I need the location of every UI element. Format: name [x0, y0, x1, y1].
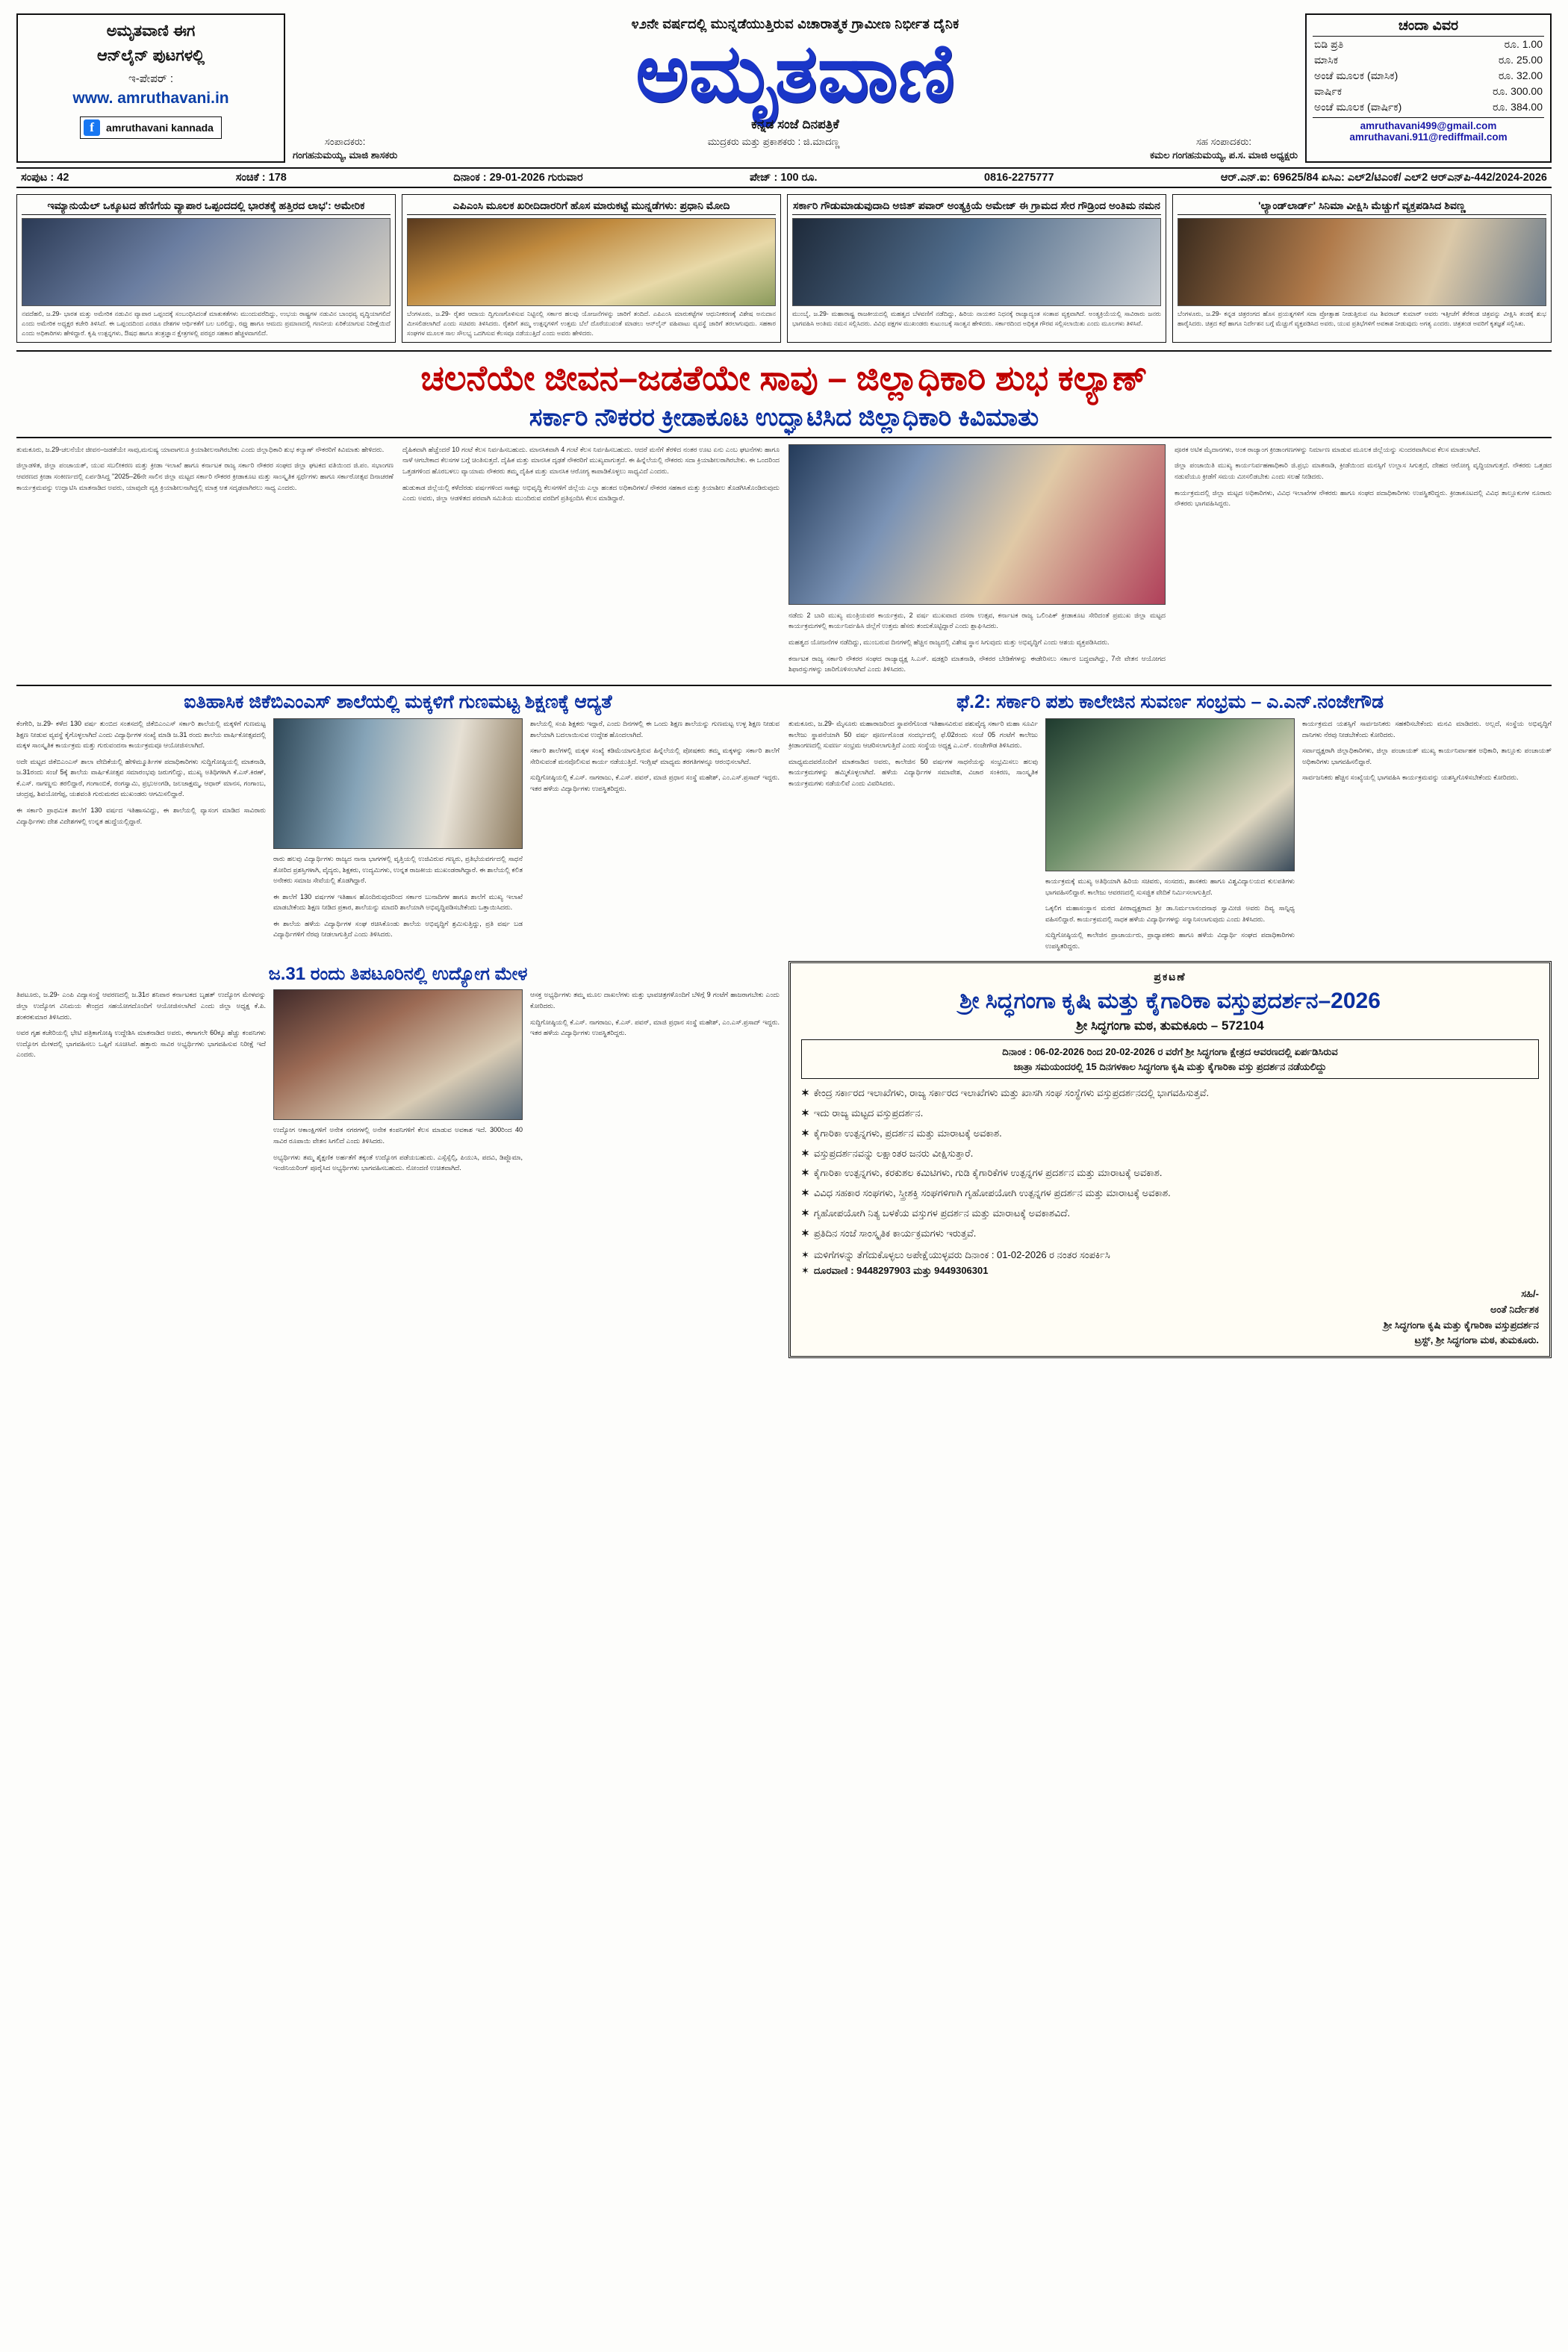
ad-organization: ಶ್ರೀ ಸಿದ್ಧಗಂಗಾ ಮಠ, ತುಮಕೂರು – 572104	[1076, 1018, 1264, 1033]
newspaper-title: ಅಮೃತವಾಣಿ	[635, 30, 955, 119]
vet-college-headline: ಫೆ.2: ಸರ್ಕಾರಿ ಪಶು ಕಾಲೇಜಿನ ಸುವರ್ಣ ಸಂಭ್ರಮ – ಎ.ಎನ್.ನಂಜೇಗೌಡ	[956, 691, 1384, 712]
bullet-text: ವಿವಿಧ ಸಹಕಾರ ಸಂಘಗಳು, ಸ್ತ್ರೀಶಕ್ತಿ ಸಂಘಗಳಿಗಾಗಿ ಗೃಹೋಪಯೋಗಿ ಉತ್ಪನ್ನಗಳ ಪ್ರದರ್ಶನ ಮತ್ತು ಮಾರಾಟಕ್ಕೆ ಅವಕಾಶ.	[813, 1187, 1171, 1199]
news-body: ಬೆಂಗಳೂರು, ಜ.29- ರೈತರ ಆದಾಯ ದ್ವಿಗುಣಗೊಳಿಸುವ ನಿಟ್ಟಿನಲ್ಲಿ ಸರ್ಕಾರ ಹಲವು ಯೋಜನೆಗಳನ್ನು ಜಾರಿಗೆ ತಂದಿದೆ. ಎಪಿಎಂಸಿ ಮಾರುಕಟ್ಟೆಗಳ ಆಧುನೀಕರಣಕ್ಕೆ ವಿಶೇಷ ಅನುದಾನ ಮೀಸಲಿಡಲಾಗಿದೆ ಎಂದು ಸಚಿವರು ತಿಳಿಸಿದರು. ರೈತರಿಗೆ ತಮ್ಮ ಉತ್ಪನ್ನಗಳಿಗೆ ಉತ್ತಮ ಬೆಲೆ ದೊರೆಯುವಂತೆ ಮಾಡಲು ಆನ್‌ಲೈನ್ ವಹಿವಾಟು ವ್ಯವಸ್ಥೆ ಜಾರಿಗೆ ತರಲಾಗುವುದು. ಸಹಕಾರ ಸಂಘಗಳ ಮೂಲಕ ಸಾಲ ಸೌಲಭ್ಯ ಒದಗಿಸುವ ಕೆಲಸವೂ ನಡೆಯುತ್ತಿದೆ ಎಂದು ಅವರು ಹೇಳಿದರು.	[407, 310, 776, 337]
story-para: ಈ ಸರ್ಕಾರಿ ಪ್ರಾಥಮಿಕ ಶಾಲೆಗೆ 130 ವರ್ಷದ ಇತಿಹಾಸವಿದ್ದು, ಈ ಶಾಲೆಯಲ್ಲಿ ವ್ಯಾಸಂಗ ಮಾಡಿದ ಸಾವಿರಾರು ವಿದ್ಯಾರ್ಥಿಗಳು ದೇಶ ವಿದೇಶಗಳಲ್ಲಿ ಉನ್ನತ ಹುದ್ದೆಯಲ್ಲಿದ್ದಾರೆ.	[16, 806, 266, 825]
bullet-text: ಪ್ರತಿದಿನ ಸಂಜೆ ಸಾಂಸ್ಕೃತಿಕ ಕಾರ್ಯಕ್ರಮಗಳು ಇರುತ್ತವೆ.	[813, 1227, 977, 1239]
lead-para: ಮಹತ್ವದ ಯೋಜನೆಗಳ ನಡೆದಿದ್ದು, ಮುಂಬರುವ ದಿನಗಳಲ್ಲಿ ಹೆಚ್ಚಿನ ರಾಜ್ಯದಲ್ಲಿ ವಿಶೇಷ ಸ್ಥಾನ ಸಿಗುವುದು ಮತ್ತು ಅಭಿವೃದ್ಧಿಗೆ ಎಂದು ಆಶಯ ವ್ಯಕ್ತಪಡಿಸಿದರು.	[788, 638, 1110, 647]
coeditor-block	[1150, 135, 1298, 162]
editor-name: ಗಂಗಹನುಮಯ್ಯ, ಮಾಜಿ ಶಾಸಕರು	[293, 149, 398, 161]
online-pages-line1: ಅಮೃತವಾಣಿ ಈಗ	[106, 22, 196, 40]
facebook-icon: f	[84, 119, 100, 136]
bullet-star-icon: ✶	[801, 1147, 809, 1159]
printer-block	[708, 135, 840, 162]
bullet-text: ವಸ್ತುಪ್ರದರ್ಶನವನ್ನು ಲಕ್ಷಾಂತರ ಜನರು ವೀಕ್ಷಿಸುತ್ತಾರೆ.	[813, 1147, 974, 1159]
job-fair-headline: ಜ.31 ರಂದು ತಿಪಟೂರಿನಲ್ಲಿ ಉದ್ಯೋಗ ಮೇಳ	[268, 964, 528, 985]
epaper-label: ಇ-ಪೇಪರ್ :	[128, 72, 174, 85]
news-headline: ಇಮ್ಯಾನುಯೆಲ್ ಒಕ್ಕೂಟದ ಹೆಣಿಗೆಯ ವ್ಯಾಪಾರ ಒಪ್ಪಂದದಲ್ಲಿ ಭಾರತಕ್ಕೆ ಹತ್ತಿರದ ಲಾಭ': ಅಮೇರಿಕ	[22, 199, 391, 216]
ad-signature	[801, 1287, 1539, 1348]
lead-photo	[788, 444, 1166, 605]
story-para: ಸಾರ್ವಜನಿಕರು ಹೆಚ್ಚಿನ ಸಂಖ್ಯೆಯಲ್ಲಿ ಭಾಗವಹಿಸಿ ಕಾರ್ಯಕ್ರಮವನ್ನು ಯಶಸ್ವಿಗೊಳಿಸಬೇಕೆಂದು ಕೋರಿದರು.	[1302, 774, 1519, 782]
ad-bullet	[801, 1105, 1539, 1122]
ad-title: ಶ್ರೀ ಸಿದ್ಧಗಂಗಾ ಕೃಷಿ ಮತ್ತು ಕೈಗಾರಿಕಾ ವಸ್ತುಪ್ರದರ್ಶನ–2026	[959, 989, 1381, 1014]
ad-note-line-1: ಮಳಿಗೆಗಳನ್ನು ತೆಗೆದುಕೊಳ್ಳಲು ಅಪೇಕ್ಷೆಯುಳ್ಳವರು ದಿನಾಂಕ : 01-02-2026 ರ ನಂತರ ಸಂಪರ್ಕಿಸಿ	[813, 1249, 1110, 1261]
email-secondary[interactable]: amruthavani.911@rediffmail.com	[1349, 131, 1508, 143]
ad-date-line-1: ದಿನಾಂಕ : 06-02-2026 ರಿಂದ 20-02-2026 ರ ವರೆಗೆ ಶ್ರೀ ಸಿದ್ಧಗಂಗಾ ಕ್ಷೇತ್ರದ ಆವರಣದಲ್ಲಿ ಏರ್ಪಡಿಸಿರುವ	[1002, 1046, 1338, 1058]
vet-column-1	[788, 718, 1038, 956]
ad-bullet	[801, 1205, 1539, 1222]
issue-number: ಸಂಚಿಕೆ : 178	[235, 171, 287, 184]
ad-bullet	[801, 1085, 1539, 1102]
lead-para: ಜಿಲ್ಲಾ ಪಂಚಾಯಿತಿ ಮುಖ್ಯ ಕಾರ್ಯನಿರ್ವಹಣಾಧಿಕಾರಿ ಜಿ.ಪ್ರಭು ಮಾತನಾಡಿ, ಕ್ರೀಡೆಯಿಂದ ಮನಸ್ಸಿಗೆ ಉಲ್ಲಾಸ ಸಿಗುತ್ತದೆ, ದೇಹದ ಆರೋಗ್ಯ ವೃದ್ಧಿಯಾಗುತ್ತದೆ. ನೌಕರರು ಒತ್ತಡದ ನಡುವೆಯೂ ಕ್ರೀಡೆಗೆ ಸಮಯ ಮೀಸಲಿಡಬೇಕು ಎಂದು ಸಲಹೆ ನೀಡಿದರು.	[1175, 461, 1552, 481]
ad-phone-line[interactable]: ದೂರವಾಣಿ : 9448297903 ಮತ್ತು 9449306301	[813, 1265, 989, 1277]
phone-number: 0816-2275777	[983, 171, 1054, 184]
rate-row	[1313, 37, 1544, 52]
rate-value: ರೂ. 25.00	[1498, 54, 1543, 66]
ad-dates	[801, 1039, 1539, 1079]
ad-bullet	[801, 1185, 1539, 1202]
ad-bullet	[801, 1125, 1539, 1142]
printer-label: ಮುದ್ರಕರು ಮತ್ತು ಪ್ರಕಾಶಕರು : ಜಿ.ಮಾದಣ್ಣ	[707, 136, 840, 148]
story-para: ಕಾರ್ಯಕ್ರಮದ ಯಶಸ್ಸಿಗೆ ಸಾರ್ವಜನಿಕರು ಸಹಕರಿಸಬೇಕೆಂದು ಮನವಿ ಮಾಡಿದರು. ಅಲ್ಲದೆ, ಸಂಸ್ಥೆಯ ಅಭಿವೃದ್ಧಿಗೆ ದಾನಿಗಳು ನೆರವು ನೀಡಬೇಕೆಂದು ಕೋರಿದರು.	[1302, 720, 1552, 738]
school-photo	[273, 718, 523, 849]
official-portrait-photo	[1045, 718, 1295, 871]
rate-label: ಬಿಡಿ ಪ್ರತಿ	[1314, 38, 1344, 50]
masthead	[16, 13, 1552, 163]
job-fair-column-1	[16, 989, 266, 1178]
rate-value: ರೂ. 300.00	[1493, 85, 1543, 97]
masthead-left-panel	[16, 13, 285, 163]
lead-para: ಜಿಲ್ಲಾಡಳಿತ, ಜಿಲ್ಲಾ ಪಂಚಾಯತ್, ಯುವ ಸಬಲೀಕರಣ ಮತ್ತು ಕ್ರೀಡಾ ಇಲಾಖೆ ಹಾಗೂ ಕರ್ನಾಟಕ ರಾಜ್ಯ ಸರ್ಕಾರಿ ನೌಕರರ ಸಂಘದ ಜಿಲ್ಲಾ ಘಟಕದ ವತಿಯಿಂದ ಜಿ.ಪಂ. ಸಭಾಂಗಣ ಆವರಣದ ಕ್ರೀಡಾ ಸಂಕೀರ್ಣದಲ್ಲಿ ಏರ್ಪಡಿಸಿದ್ದ "2025–26ನೇ ಸಾಲಿನ ಜಿಲ್ಲಾ ಮಟ್ಟದ ಸರ್ಕಾರಿ ನೌಕರರ ಕ್ರೀಡಾಕೂಟ ಮತ್ತು ಸಾಂಸ್ಕೃತಿಕ ಸ್ಪರ್ಧೆಗಳು ಹಾಗೂ ಸರ್ಕಾರೋತ್ಸವ ದಿನಾಚರಣೆ ಕಾರ್ಯಕ್ರಮವನ್ನು ಉದ್ಘಾಟಿಸಿ ಮಾತನಾಡಿದ ಅವರು, ಯಾವುದೇ ವ್ಯಕ್ತಿ ಕ್ರಿಯಾಶೀಲನಾಗಿದ್ದಲ್ಲಿ ಮಾತ್ರ ಆತ ಸದೃಢವಾಗಿರಲು ಸಾಧ್ಯ ಎಂದರು.	[16, 461, 393, 491]
rate-value: ರೂ. 1.00	[1504, 38, 1543, 50]
masthead-tagline: ೪೨ನೇ ವರ್ಷದಲ್ಲಿ ಮುನ್ನಡೆಯುತ್ತಿರುವ ವಿಚಾರಾತ್ಮಕ ಗ್ರಾಮೀಣ ನಿರ್ಭೀತ ದೈನಿಕ	[631, 16, 959, 31]
job-fair-column-2	[273, 989, 523, 1178]
issue-info-bar	[16, 167, 1552, 188]
rate-value: ರೂ. 32.00	[1498, 69, 1543, 81]
lead-para: ಕಾರ್ಯಕ್ರಮದಲ್ಲಿ ಜಿಲ್ಲಾ ಮಟ್ಟದ ಅಧಿಕಾರಿಗಳು, ವಿವಿಧ ಇಲಾಖೆಗಳ ನೌಕರರು ಹಾಗೂ ಸಂಘದ ಪದಾಧಿಕಾರಿಗಳು ಉಪಸ್ಥಿತರಿದ್ದರು. ಕ್ರೀಡಾಕೂಟದಲ್ಲಿ ವಿವಿಧ ತಾಲ್ಲೂಕುಗಳ ನೂರಾರು ನೌಕರರು ಭಾಗವಹಿಸಿದ್ದರು.	[1175, 488, 1552, 508]
lead-para: ಪೂರಕ ಅಟಿಕ ಮೈದಾನಗಳು, ಅಂಕ ರಾಜ್ಯಾಂಗ ಕ್ರೀಡಾಂಗಣಗಳನ್ನು ನಿರ್ಮಾಣ ಮಾಡುವ ಮೂಲಕ ಜಿಲ್ಲೆಯನ್ನು ಸುಂದರವಾಗಿಸುವ ಕೆಲಸ ಮಾಡಲಾಗಿದೆ.	[1175, 445, 1481, 453]
lead-para: ತುಮಕೂರು, ಜ.29-ಚಲನೆಯೇ ಜೀವನ–ಜಡತೆಯೇ ಸಾವು,ಮನುಷ್ಯ ಯಾವಾಗಲೂ ಕ್ರಿಯಾಶೀಲನಾಗಿರಬೇಕು ಎಂದು ಜಿಲ್ಲಾಧಿಕಾರಿ ಶುಭ ಕಲ್ಯಾಣ್ ನೌಕರರಿಗೆ ಕಿವಿಮಾತು ಹೇಳಿದರು.	[16, 445, 385, 453]
news-headline: 'ಲ್ಯಾಂಡ್‌ಲಾರ್ಡ್' ಸಿನಿಮಾ ವೀಕ್ಷಿಸಿ ಮೆಚ್ಚುಗೆ ವ್ಯಕ್ತಪಡಿಸಿದ ಶಿವಣ್ಣ	[1177, 199, 1546, 216]
rates-title: ಚಂದಾ ವಿವರ	[1313, 18, 1544, 37]
lead-subheadline: ಸರ್ಕಾರಿ ನೌಕರರ ಕ್ರೀಡಾಕೂಟ ಉದ್ಘಾಟಿಸಿದ ಜಿಲ್ಲಾಧಿಕಾರಿ ಕಿವಿಮಾತು	[16, 403, 1552, 438]
school-column-2	[273, 718, 523, 945]
bullet-star-icon: ✶	[801, 1107, 809, 1119]
lead-column-2	[402, 444, 780, 680]
news-box-1[interactable]	[16, 194, 396, 343]
third-deck	[16, 961, 1552, 1358]
ad-date-line-2: ಜಾತ್ರಾ ಸಮಯಂದರಲ್ಲಿ 15 ದಿನಗಳಕಾಲ ಸಿದ್ಧಗಂಗಾ ಕೃಷಿ ಮತ್ತು ಕೈಗಾರಿಕಾ ವಸ್ತು ಪ್ರದರ್ಶನ ನಡೆಯಲಿದ್ದು	[1013, 1060, 1327, 1072]
bullet-star-icon: ✶	[801, 1249, 809, 1261]
news-body: ಮುಂಬೈ, ಜ.29- ಮಹಾರಾಷ್ಟ್ರ ರಾಜಕೀಯದಲ್ಲಿ ಮಹತ್ವದ ಬೆಳವಣಿಗೆ ನಡೆದಿದ್ದು, ಹಿರಿಯ ನಾಯಕರ ನಿಧನಕ್ಕೆ ರಾಜ್ಯಾದ್ಯಂತ ಸಂತಾಪ ವ್ಯಕ್ತವಾಗಿದೆ. ಅಂತ್ಯಕ್ರಿಯೆಯಲ್ಲಿ ಸಾವಿರಾರು ಜನರು ಭಾಗವಹಿಸಿ ಅಂತಿಮ ನಮನ ಸಲ್ಲಿಸಿದರು. ವಿವಿಧ ಪಕ್ಷಗಳ ಮುಖಂಡರು ಕುಟುಂಬಕ್ಕೆ ಸಾಂತ್ವನ ಹೇಳಿದರು. ಸರ್ಕಾರದಿಂದ ಅಧಿಕೃತ ಗೌರವ ಸಲ್ಲಿಸಲಾಯಿತು ಎಂದು ಮೂಲಗಳು ತಿಳಿಸಿವೆ.	[792, 310, 1161, 328]
vet-column-2	[1045, 718, 1295, 956]
news-photo	[1177, 218, 1546, 306]
rate-row	[1313, 84, 1544, 99]
sign-line-1: ಸಹಿ/-	[1521, 1288, 1539, 1300]
story-para: ಅದೇ ಮಟ್ಟದ ಜಿಕೆಬಿಎಂಎಸ್ ಶಾಲಾ ವೇದಿಕೆಯಲ್ಲಿ ಹೇಳಿಮ್ಮೂರ್ತಿಗಳ ಪದಾಧಿಕಾರಿಗಳು ಸುದ್ದಿಗೋಷ್ಠಿಯಲ್ಲಿ ಮಾತನಾಡಿ, ಜ.31ರಂದು ಸಂಜೆ 5ಕ್ಕೆ ಶಾಲೆಯ ವಾರ್ಷಿಕೋತ್ಸವ ಸಮಾರಂಭವು ಜರುಗಲಿದ್ದು, ಮುಖ್ಯ ಅತಿಥಿಗಳಾಗಿ ಕೆ.ಎಸ್.ಕಿರಣ್, ಕೆ.ಎಸ್. ನಾಗಣ್ಣನು ತರಲಿದ್ದಾರೆ, ಗಂಗಾಂಬಿಕೆ, ರಂಗಸ್ವಾಮಿ, ಪ್ರಭುಅಂಗಡಿ, ಜಲಜಾಕ್ಷಮ್ಮ, ಆಧಾರ್ ಮಾನಸ, ಗಂಗಾಂಬ, ಚಂದ್ರಪ್ಪ, ಶಿವಯೋಗೆಪ್ಪ, ಯಶವಂತಿ ಗುರುಮಠದ ಮುಖಂಡರು ಆಗಮಿಸಲಿದ್ದಾರೆ.	[16, 757, 266, 798]
story-para: ಈ ಶಾಲೆಯ ಹಳೆಯ ವಿದ್ಯಾರ್ಥಿಗಳ ಸಂಘ ರಚಿಸಿಕೊಂಡು ಶಾಲೆಯ ಅಭಿವೃದ್ಧಿಗೆ ಶ್ರಮಿಸುತ್ತಿದ್ದು, ಪ್ರತಿ ವರ್ಷ ಬಡ ವಿದ್ಯಾರ್ಥಿಗಳಿಗೆ ನೆರವು ನೀಡಲಾಗುತ್ತಿದೆ ಎಂದು ತಿಳಿಸಿದರು.	[273, 919, 523, 939]
lead-column-4	[1175, 444, 1552, 680]
school-column-3	[530, 718, 780, 945]
bullet-text: ಕೈಗಾರಿಕಾ ಉತ್ಪನ್ನಗಳು, ಪ್ರದರ್ಶನ ಮತ್ತು ಮಾರಾಟಕ್ಕೆ ಅವಕಾಶ.	[813, 1127, 1002, 1139]
story-para: ಸರ್ವಾಧ್ಯಕ್ಷರಾಗಿ ಜಿಲ್ಲಾಧಿಕಾರಿಗಳು, ಜಿಲ್ಲಾ ಪಂಚಾಯತ್ ಮುಖ್ಯ ಕಾರ್ಯನಿರ್ವಾಹಕ ಅಧಿಕಾರಿ, ತಾಲ್ಲೂಕು ಪಂಚಾಯತ್ ಅಧಿಕಾರಿಗಳು ಭಾಗವಹಿಸಲಿದ್ದಾರೆ.	[1302, 747, 1552, 765]
facebook-handle: amruthavani kannada	[106, 121, 214, 134]
news-photo	[22, 218, 391, 306]
story-para: ಅವರ ಗೃಹ ಕಚೇರಿಯಲ್ಲಿ ಭೇಟಿ ಪತ್ರಿಕಾಗೋಷ್ಠಿ ಉದ್ದೇಶಿಸಿ ಮಾತನಾಡಿದ ಅವರು, ಈಗಾಗಲೇ 60ಕ್ಕೂ ಹೆಚ್ಚು ಕಂಪನಿಗಳು ಉದ್ಯೋಗ ಮೇಳದಲ್ಲಿ ಭಾಗವಹಿಸಲು ಒಪ್ಪಿಗೆ ಸೂಚಿಸಿವೆ. ಹತ್ತಾರು ಸಾವಿರ ಅಭ್ಯರ್ಥಿಗಳು ಭಾಗವಹಿಸುವ ನಿರೀಕ್ಷೆ ಇದೆ ಎಂದರು.	[16, 1029, 266, 1059]
facebook-link[interactable]	[80, 116, 222, 139]
lead-para: ಹುಡುಕಾಡ ಜಿಲ್ಲೆಯಲ್ಲಿ ಕಳೆದೆರಡು ವರ್ಷಗಳಿಂದ ಸಾಕಷ್ಟು ಅಭಿವೃದ್ಧಿ ಕೆಲಸಗಳಿಗೆ ಜಿಲ್ಲೆಯ ಎಲ್ಲಾ ಹಂತದ ಅಧಿಕಾರಿಗಳು/ ನೌಕರರ ಸಹಕಾರ ಮತ್ತು ಕ್ರಿಯಾಶೀಲ ತೊಡಗಿಸಿಕೊಂಡಿರುವುದು ಎಂದು ಅವರು, ಜಿಲ್ಲಾ ಆಡಳಿತದ ಪರವಾಗಿ ಸಮಿತಿಯ ಮುಂದಿರುವ ವರದಿಗೆ ಪ್ರತಿಸ್ಪಂದಿಸಿ ಕೆಲಸ ಮಾಡಿದ್ದಾರೆ.	[402, 483, 780, 503]
story-para: ಸರ್ಕಾರಿ ಶಾಲೆಗಳಲ್ಲಿ ಮಕ್ಕಳ ಸಂಖ್ಯೆ ಕಡಿಮೆಯಾಗುತ್ತಿರುವ ಹಿನ್ನೆಲೆಯಲ್ಲಿ ಪೋಷಕರು ತಮ್ಮ ಮಕ್ಕಳನ್ನು ಸರ್ಕಾರಿ ಶಾಲೆಗೆ ಸೇರಿಸುವಂತೆ ಮನವೊಲಿಸುವ ಕಾರ್ಯ ನಡೆಯುತ್ತಿದೆ. ಇಂಗ್ಲಿಷ್ ಮಾಧ್ಯಮ ತರಗತಿಗಳನ್ನೂ ಆರಂಭಿಸಲಾಗಿದೆ.	[530, 747, 780, 765]
school-story-headline: ಐತಿಹಾಸಿಕ ಜಿಕೆಬಿಎಂಎಸ್ ಶಾಲೆಯಲ್ಲಿ ಮಕ್ಕಳಿಗೆ ಗುಣಮಟ್ಟ ಶಿಕ್ಷಣಕ್ಕೆ ಆದ್ಯತೆ	[184, 691, 612, 712]
contact-emails	[1313, 117, 1544, 143]
page-price: ಪೇಜ್ : 100 ರೂ.	[750, 171, 818, 184]
ad-bullet	[801, 1145, 1539, 1163]
bullet-star-icon: ✶	[801, 1167, 809, 1179]
story-para: ಸುದ್ದಿಗೋಷ್ಠಿಯಲ್ಲಿ ಕೆ.ಎಸ್. ನಾಗರಾಜು, ಕೆ.ಎಸ್. ಪವನ್, ಮಾಜಿ ಪ್ರಧಾನ ಸಂಸ್ಥೆ ಮಹೇಶ್, ಎಂ.ಎಸ್.ಪ್ರಸಾದ್ ಇದ್ದರು. ಇತರ ಹಳೆಯ ವಿದ್ಯಾರ್ಥಿಗಳು ಉಪಸ್ಥಿತರಿದ್ದರು.	[530, 1018, 780, 1037]
sign-line-4: ಟ್ರಸ್ಟ್, ಶ್ರೀ ಸಿದ್ಧಗಂಗಾ ಮಠ, ತುಮಕೂರು.	[1414, 1334, 1539, 1346]
vet-column-3	[1302, 718, 1552, 956]
newspaper-subtitle: ಕನ್ನಡ ಸಂಜೆ ದಿನಪತ್ರಿಕೆ	[751, 117, 839, 132]
second-deck	[16, 685, 1552, 957]
bullet-text: ಕೈಗಾರಿಕಾ ಉತ್ಪನ್ನಗಳು, ಕರಕುಶಲ ಕಮಿಟಿಗಳು, ಗುಡಿ ಕೈಗಾರಿಕೆಗಳ ಉತ್ಪನ್ನಗಳ ಪ್ರದರ್ಶನ ಮತ್ತು ಮಾರಾಟಕ್ಕೆ ಅವಕಾಶ.	[813, 1167, 1163, 1179]
story-para: ಕೆಂಗೇರಿ, ಜ.29- ಕಳೆದ 130 ವರ್ಷ ತುಂಬಿದ ಸಂತಸದಲ್ಲಿ ಜಿಕೆಬಿಎಂಎಸ್ ಸರ್ಕಾರಿ ಶಾಲೆಯಲ್ಲಿ ಮಕ್ಕಳಿಗೆ ಗುಣಮಟ್ಟ ಶಿಕ್ಷಣ ನೀಡುವ ವ್ಯವಸ್ಥೆ ಕೈಗೊಳ್ಳಲಾಗಿದೆ ಎಂದು ವಿದ್ಯಾರ್ಥಿಗಳ ಸಂಖ್ಯೆ ಮಾಡಿ ಜ.31 ರಂದು ಶಾಲೆಯ ವಾರ್ಷಿಕೋತ್ಸವದಲ್ಲಿ ಮಕ್ಕಳ ಸಾಂಸ್ಕೃತಿಕ ಕಾರ್ಯಕ್ರಮ ಮತ್ತು ಗುರುವಂದನಾ ಕಾರ್ಯಕ್ರಮವೂ ಆಯೋಜಿಸಲಾಗಿದೆ.	[16, 720, 266, 750]
lead-para: ನಡೆದು 2 ಬಾರಿ ಮುಖ್ಯ ಮಂತ್ರಿಯವರ ಕಾರ್ಯಕ್ರಮ, 2 ವರ್ಷ ಮುಖವಾದ ದಸರಾ ಉತ್ಸವ, ಕರ್ನಾಟಕ ರಾಜ್ಯ ಒಲಿಂಪಿಕ್ ಕ್ರೀಡಾಕೂಟ ಸೇರಿದಂತೆ ಪ್ರಮುಖ ಜಿಲ್ಲಾ ಮಟ್ಟದ ಕಾರ್ಯಕ್ರಮಗಳಲ್ಲಿ ಕಾರ್ಯನಿರ್ವಹಿಸಿ ಜಿಲ್ಲೆಗೆ ಉತ್ತಮ ಹೆಸರು ತಂದುಕೊಟ್ಟಿದ್ದಾರೆ ಎಂದು ಶ್ಲಾಘಿಸಿದರು.	[788, 611, 1166, 630]
vet-college-story	[788, 691, 1552, 957]
coeditor-label: ಸಹ ಸಂಪಾದಕರು:	[1196, 136, 1252, 148]
bullet-star-icon: ✶	[801, 1207, 809, 1219]
advertisement	[788, 961, 1552, 1358]
bullet-text: ಇದು ರಾಜ್ಯ ಮಟ್ಟದ ವಸ್ತುಪ್ರದರ್ಶನ.	[813, 1107, 924, 1119]
bullet-star-icon: ✶	[801, 1087, 809, 1099]
website-url[interactable]: www. amruthavani.in	[72, 89, 229, 107]
news-body: ಬೆಂಗಳೂರು, ಜ.29- ಕನ್ನಡ ಚಿತ್ರರಂಗದ ಹೊಸ ಪ್ರಯತ್ನಗಳಿಗೆ ಸದಾ ಪ್ರೋತ್ಸಾಹ ನೀಡುತ್ತಿರುವ ನಟ ಶಿವರಾಜ್ ಕುಮಾರ್ ಅವರು ಇತ್ತೀಚೆಗೆ ತೆರೆಕಂಡ ಚಿತ್ರವನ್ನು ವೀಕ್ಷಿಸಿ ತಂಡಕ್ಕೆ ಶುಭ ಹಾರೈಸಿದರು. ಚಿತ್ರದ ಕಥೆ ಹಾಗೂ ನಿರ್ದೇಶನ ಬಗ್ಗೆ ಮೆಚ್ಚುಗೆ ವ್ಯಕ್ತಪಡಿಸಿದ ಅವರು, ಯುವ ಪ್ರತಿಭೆಗಳಿಗೆ ಅವಕಾಶ ನೀಡುವುದು ಅಗತ್ಯ ಎಂದರು. ಚಿತ್ರತಂಡ ಅವರಿಗೆ ಕೃತಜ್ಞತೆ ಸಲ್ಲಿಸಿತು.	[1177, 310, 1546, 328]
bullet-star-icon: ✶	[801, 1227, 809, 1239]
bullet-star-icon: ✶	[801, 1265, 809, 1277]
news-headline: ಎಪಿಎಂಸಿ ಮೂಲಕ ಖರೀದಿದಾರರಿಗೆ ಹೊಸ ಮಾರುಕಟ್ಟೆ ಮುನ್ನಡೆಗಳು: ಪ್ರಧಾನಿ ಮೋದಿ	[407, 199, 776, 216]
story-para: ಅಭ್ಯರ್ಥಿಗಳು ತಮ್ಮ ಶೈಕ್ಷಣಿಕ ಅರ್ಹತೆಗೆ ತಕ್ಕಂತೆ ಉದ್ಯೋಗ ಪಡೆಯಬಹುದು. ಎಸ್ಸೆಸ್ಸೆಲ್ಸಿ, ಪಿಯುಸಿ, ಪದವಿ, ಡಿಪ್ಲೊಮಾ, ಇಂಜಿನಿಯರಿಂಗ್ ಪೂರೈಸಿದ ಅಭ್ಯರ್ಥಿಗಳು ಭಾಗವಹಿಸಬಹುದು. ನೋಂದಣಿ ಉಚಿತವಾಗಿದೆ.	[273, 1153, 523, 1172]
job-fair-column-3	[530, 989, 780, 1178]
bullet-star-icon: ✶	[801, 1187, 809, 1199]
story-para: ಕಾರ್ಯಕ್ರಮಕ್ಕೆ ಮುಖ್ಯ ಅತಿಥಿಯಾಗಿ ಹಿರಿಯ ಸಚಿವರು, ಸಂಸದರು, ಶಾಸಕರು ಹಾಗೂ ವಿಶ್ವವಿದ್ಯಾಲಯದ ಕುಲಪತಿಗಳು ಭಾಗವಹಿಸಲಿದ್ದಾರೆ. ಕಾಲೇಜು ಆವರಣದಲ್ಲಿ ಸುಸಜ್ಜಿತ ವೇದಿಕೆ ನಿರ್ಮಿಸಲಾಗುತ್ತಿದೆ.	[1045, 877, 1295, 896]
lead-column-1	[16, 444, 393, 680]
news-photo	[407, 218, 776, 306]
story-para: ಸುದ್ದಿಗೋಷ್ಠಿಯಲ್ಲಿ ಕಾಲೇಜಿನ ಪ್ರಾಚಾರ್ಯರು, ಪ್ರಾಧ್ಯಾಪಕರು ಹಾಗೂ ಹಳೆಯ ವಿದ್ಯಾರ್ಥಿ ಸಂಘದ ಪದಾಧಿಕಾರಿಗಳು ಉಪಸ್ಥಿತರಿದ್ದರು.	[1045, 931, 1295, 950]
story-para: ತುಮಕೂರು, ಜ.29- ಮೈಸೂರು ಮಹಾರಾಜರಿಂದ ಸ್ಥಾಪನೆಗೊಂಡ ಇತಿಹಾಸವಿರುವ ಪಶುವೈದ್ಯ ಸರ್ಕಾರಿ ಮಹಾ ಸೂರ್ವಿ ಕಾಲೇಜು ಸ್ಥಾಪನೆಯಾಗಿ 50 ವರ್ಷ ಪೂರ್ಣಗೊಂಡ ಸಂದರ್ಭದಲ್ಲಿ ಫೆ.02ರಂದು ಸಂಜೆ 05 ಗಂಟೆಗೆ ಕಾಲೇಜು ಕ್ರೀಡಾಂಗಣದಲ್ಲಿ ಸುವರ್ಣ ಸಂಭ್ರಮ ಆಚರಿಸಲಾಗುತ್ತಿದೆ ಎಂದು ಸಂಸ್ಥೆಯ ಅಧ್ಯಕ್ಷ ಎ.ಎನ್. ನಂಜೇಗೌಡ ತಿಳಿಸಿದರು.	[788, 720, 1038, 750]
news-body: ನವದೆಹಲಿ, ಜ.29- ಭಾರತ ಮತ್ತು ಅಮೇರಿಕ ನಡುವಿನ ವ್ಯಾಪಾರ ಒಪ್ಪಂದಕ್ಕೆ ಸಂಬಂಧಿಸಿದಂತೆ ಮಾತುಕತೆಗಳು ಮುಂದುವರೆದಿದ್ದು, ಉಭಯ ರಾಷ್ಟ್ರಗಳ ನಡುವಿನ ಬಾಂಧವ್ಯ ವೃದ್ಧಿಯಾಗಲಿದೆ ಎಂದು ಅಮೇರಿಕ ಅಧ್ಯಕ್ಷರ ಕಚೇರಿ ತಿಳಿಸಿದೆ. ಈ ಒಪ್ಪಂದದಿಂದ ಎರಡೂ ದೇಶಗಳ ಆರ್ಥಿಕತೆಗೆ ಬಲ ಬರಲಿದ್ದು, ರಫ್ತು ಹಾಗೂ ಆಮದು ಪ್ರಮಾಣದಲ್ಲಿ ಗಣನೀಯ ಏರಿಕೆಯಾಗುವ ನಿರೀಕ್ಷೆಯಿದೆ ಎಂದು ಅಧಿಕಾರಿಗಳು ಹೇಳಿದ್ದಾರೆ. ಕೃಷಿ ಉತ್ಪನ್ನಗಳು, ಔಷಧ ಹಾಗೂ ತಂತ್ರಜ್ಞಾನ ಕ್ಷೇತ್ರಗಳಲ್ಲಿ ಪರಸ್ಪರ ಸಹಕಾರ ಹೆಚ್ಚಳವಾಗಲಿದೆ.	[22, 310, 391, 337]
bullet-text: ಗೃಹೋಪಯೋಗಿ ನಿತ್ಯ ಬಳಕೆಯ ವಸ್ತುಗಳ ಪ್ರದರ್ಶನ ಮತ್ತು ಮಾರಾಟಕ್ಕೆ ಅವಕಾಶವಿದೆ.	[813, 1207, 1071, 1219]
news-box-4[interactable]	[1172, 194, 1552, 343]
publication-date: ದಿನಾಂಕ : 29-01-2026 ಗುರುವಾರ	[453, 171, 583, 184]
job-fair-story	[16, 961, 780, 1358]
editor-label: ಸಂಪಾದಕರು:	[324, 136, 366, 148]
ad-contact-note	[801, 1248, 1539, 1279]
ad-kind-label: ಪ್ರಕಟಣೆ	[1154, 971, 1186, 983]
story-para: ಮಾಧ್ಯಮದವರೊಂದಿಗೆ ಮಾತನಾಡಿದ ಅವರು, ಕಾಲೇಜಿನ 50 ವರ್ಷಗಳ ಸಾಧನೆಯನ್ನು ಸಂಭ್ರಮಿಸಲು ಹಲವು ಕಾರ್ಯಕ್ರಮಗಳನ್ನು ಹಮ್ಮಿಕೊಳ್ಳಲಾಗಿದೆ. ಹಳೆಯ ವಿದ್ಯಾರ್ಥಿಗಳ ಸಮಾವೇಶ, ವಿಚಾರ ಸಂಕಿರಣ, ಸಾಂಸ್ಕೃತಿಕ ಕಾರ್ಯಕ್ರಮಗಳು ನಡೆಯಲಿವೆ ಎಂದು ವಿವರಿಸಿದರು.	[788, 757, 1038, 787]
top-news-strip	[16, 194, 1552, 343]
rate-label: ಅಂಚೆ ಮೂಲಕ (ಮಾಸಿಕ)	[1314, 69, 1399, 81]
masthead-center	[285, 13, 1305, 163]
ad-bullet	[801, 1225, 1539, 1242]
bullet-text: ಕೇಂದ್ರ ಸರ್ಕಾರದ ಇಲಾಖೆಗಳು, ರಾಜ್ಯ ಸರ್ಕಾರದ ಇಲಾಖೆಗಳು ಮತ್ತು ಖಾಸಗಿ ಸಂಘ ಸಂಸ್ಥೆಗಳು ವಸ್ತುಪ್ರದರ್ಶನದಲ್ಲಿ ಭಾಗವಹಿಸುತ್ತವೆ.	[813, 1087, 1210, 1099]
editor-block	[293, 135, 397, 162]
coeditor-name: ಕಮಲ ಗಂಗಹನುಮಯ್ಯ, ಪ.ಸ. ಮಾಜಿ ಅಧ್ಯಕ್ಷರು	[1150, 149, 1298, 161]
story-para: ತಿಪಟೂರು, ಜ.29- ಎಂಪಿ ವಿದ್ಯಾಸಂಸ್ಥೆ ಆವರಣದಲ್ಲಿ ಜ.31ರ ಶನಿವಾರ ಕರ್ನಾಟಕದ ಬೃಹತ್ ಉದ್ಯೋಗ ಮೇಳವನ್ನು ಜಿಲ್ಲಾ ಉದ್ಯೋಗ ವಿನಿಮಯ ಕೇಂದ್ರದ ಸಹಯೋಗದೊಂದಿಗೆ ಆಯೋಜಿಸಲಾಗಿದೆ ಎಂದು ಜಿಲ್ಲಾ ಅಧ್ಯಕ್ಷ ಕೆ.ಪಿ. ಶಂಕರಕುಮಾರ ತಿಳಿಸಿದರು.	[16, 991, 266, 1021]
story-para: ಆಸಕ್ತ ಅಭ್ಯರ್ಥಿಗಳು ತಮ್ಮ ಮೂಲ ದಾಖಲೆಗಳು ಮತ್ತು ಭಾವಚಿತ್ರಗಳೊಂದಿಗೆ ಬೆಳಿಗ್ಗೆ 9 ಗಂಟೆಗೆ ಹಾಜರಾಗಬೇಕು ಎಂದು ಕೋರಿದರು.	[530, 991, 780, 1010]
news-headline: ಸರ್ಕಾರಿ ಗೌಡುಮಾಡುವುದಾದಿ ಅಜಿತ್ ಪವಾರ್ ಅಂತ್ಯಕ್ರಿಯೆ ಅಮೇಜ್ ಈ ಗ್ರಾಮದ ಸೇರ ಗೌಡ್ರಿಂದ ಅಂತಿಮ ನಮನ	[792, 199, 1161, 216]
rni-number: ಆರ್.ಎನ್.ಐ: 69625/84 ಏಸಿಎ: ಎಲ್2/ಟಿಎಂಕೆ/ ಎಲ್2 ಆರ್‌ಎನ್‌ಪಿ-442/2024-2026	[1220, 171, 1547, 184]
lead-para: ಕರ್ನಾಟಕ ರಾಜ್ಯ ಸರ್ಕಾರಿ ನೌಕರರ ಸಂಘದ ರಾಜ್ಯಾಧ್ಯಕ್ಷ ಸಿ.ಎಸ್. ಷಡಕ್ಷರಿ ಮಾತನಾಡಿ, ನೌಕರರ ಬೇಡಿಕೆಗಳನ್ನು ಈಡೇರಿಸಲು ಸರ್ಕಾರ ಬದ್ಧವಾಗಿದ್ದು, 7ನೇ ವೇತನ ಆಯೋಗದ ಶಿಫಾರಸ್ಸುಗಳನ್ನು ಜಾರಿಗೊಳಿಸಲಾಗಿದೆ ಎಂದು ತಿಳಿಸಿದರು.	[788, 654, 1166, 673]
rate-row	[1313, 52, 1544, 68]
story-para: ರಾರು ಹಲವು ವಿದ್ಯಾರ್ಥಿಗಳು ರಾಜ್ಯದ ನಾನಾ ಭಾಗಗಳಲ್ಲಿ ವೃತ್ತಿಯಲ್ಲಿ ಉಜಿವಿರುವ ಗಣ್ಯರು, ಪ್ರತಿಭೆಯವರ್ಗದಲ್ಲಿ ಸಾಧನೆ ತೋರಿದ ಪ್ರಶಸ್ತಿಗಳಾಗಿ, ವೈದ್ಯರು, ಶಿಕ್ಷಕರು, ಉದ್ಯಮಿಗಳು, ಉನ್ನತ ರಾಜಕೀಯ ಮುಖಂಡರಾಗಿದ್ದಾರೆ. ಈ ಶಾಲೆಯಲ್ಲಿ ಕಲಿತ ಅನೇಕರು ಸಮಾಜ ಸೇವೆಯಲ್ಲಿ ತೊಡಗಿದ್ದಾರೆ.	[273, 855, 523, 885]
rate-label: ವಾರ್ಷಿಕ	[1314, 85, 1343, 97]
rate-value: ರೂ. 384.00	[1493, 101, 1543, 113]
subscription-rates-box	[1305, 13, 1552, 163]
ad-bullet	[801, 1165, 1539, 1182]
sign-line-2: ಅಂತೆ ನಿರ್ದೇಶಕ	[1490, 1303, 1539, 1315]
lead-story	[16, 444, 1552, 680]
lead-para: ದೈಹಿಕವಾಗಿ ಹೆಚ್ಚೆಂದರೆ 10 ಗಂಟೆ ಕೆಲಸ ನಿರ್ವಹಿಸಬಹುದು. ಮಾನಸಿಕವಾಗಿ 4 ಗಂಟೆ ಕೆಲಸ ನಿರ್ವಹಿಸಬಹುದು. ಆದರೆ ಮನೆಗೆ ತೆರಳಿದ ನಂತರ ಊಟ ಏನು ಎಂಬ ಘಟನೆಗಳು ಹಾಗೂ ನಾಳೆ ಆಗಬೇಕಾದ ಕೆಲಸಗಳ ಬಗ್ಗೆ ಚಿಂತಿಸುತ್ತದೆ. ದೈಹಿಕ ಮತ್ತು ಮಾನಸಿಕ ದೃಢತೆ ನೌಕರರಿಗೆ ಮುಖ್ಯವಾಗುತ್ತದೆ. ಈ ಹಿನ್ನೆಲೆಯಲ್ಲಿ ನೌಕರರು ಸದಾ ಕ್ರಿಯಾಶೀಲರಾಗಿರಬೇಕು. ಈ ಒಂದರಿಂದ ಒತ್ತಡಗಳಿಂದ ಹೊರಬಳಲು ವ್ಯಾಯಾಮ ನೌಕರರು ತಮ್ಮ ದೈಹಿಕ ಮತ್ತು ಮಾನಸಿಕ ಆರೋಗ್ಯ ಕಾಪಾಡಿಕೊಳ್ಳಲು ಸಾಧ್ಯವಿದೆ ಎಂದರು.	[402, 445, 780, 476]
school-story	[16, 691, 780, 957]
sign-line-3: ಶ್ರೀ ಸಿದ್ಧಗಂಗಾ ಕೃಷಿ ಮತ್ತು ಕೈಗಾರಿಕಾ ವಸ್ತುಪ್ರದರ್ಶನ	[1383, 1319, 1539, 1331]
lead-headline: ಚಲನೆಯೇ ಜೀವನ–ಜಡತೆಯೇ ಸಾವು – ಜಿಲ್ಲಾಧಿಕಾರಿ ಶುಭ ಕಲ್ಯಾಣ್	[16, 350, 1552, 399]
rate-label: ಮಾಸಿಕ	[1314, 54, 1338, 66]
news-box-2[interactable]	[402, 194, 781, 343]
email-primary[interactable]: amruthavani499@gmail.com	[1360, 120, 1497, 131]
story-para: ಶಾಲೆಯಲ್ಲಿ ಸಂಪಿ ಶಿಕ್ಷಕರು ಇದ್ದಾರೆ, ಎಂದು ದಿನಗಳಲ್ಲಿ ಈ ಒಂದು ಶಿಕ್ಷಣ ಶಾಲೆಯನ್ನು ಗುಣಮಟ್ಟ ಉಳ್ಳ ಶಿಕ್ಷಣ ನೀಡುವ ಶಾಲೆಯಾಗಿ ಬದಲಾಯಿಸುವ ಉದ್ದೇಶ ಹೊಂದಲಾಗಿದೆ.	[530, 720, 780, 738]
volume-number: ಸಂಪುಟ : 42	[21, 171, 69, 184]
rate-row	[1313, 99, 1544, 115]
exhibition-ad-box	[788, 961, 1552, 1358]
rate-row	[1313, 68, 1544, 84]
news-photo	[792, 218, 1161, 306]
news-box-3[interactable]	[787, 194, 1166, 343]
masthead-credits	[293, 135, 1298, 162]
story-para: ಒಕ್ಕಲಿಗ ಮಹಾಸಂಸ್ಥಾನ ಮಠದ ಪೀಠಾಧ್ಯಕ್ಷರಾದ ಶ್ರೀ ಡಾ.ನಿರ್ಮಲಾನಂದನಾಥ ಸ್ವಾಮೀಜಿ ಅವರು ದಿವ್ಯ ಸಾನ್ನಿಧ್ಯ ವಹಿಸಲಿದ್ದಾರೆ. ಕಾರ್ಯಕ್ರಮದಲ್ಲಿ ಸಾಧಕ ಹಳೆಯ ವಿದ್ಯಾರ್ಥಿಗಳನ್ನು ಸನ್ಮಾನಿಸಲಾಗುವುದು ಎಂದು ತಿಳಿಸಿದರು.	[1045, 904, 1295, 923]
rate-label: ಅಂಚೆ ಮೂಲಕ (ವಾರ್ಷಿಕ)	[1314, 101, 1402, 113]
bullet-star-icon: ✶	[801, 1127, 809, 1139]
ad-bullet-list	[801, 1085, 1539, 1242]
lead-column-3	[788, 444, 1166, 680]
story-para: ಸುದ್ದಿಗೋಷ್ಠಿಯಲ್ಲಿ ಕೆ.ಎಸ್. ನಾಗರಾಜು, ಕೆ.ಎಸ್. ಪವನ್, ಮಾಜಿ ಪ್ರಧಾನ ಸಂಸ್ಥೆ ಮಹೇಶ್, ಎಂ.ಎಸ್.ಪ್ರಸಾದ್ ಇದ್ದರು. ಇತರ ಹಳೆಯ ವಿದ್ಯಾರ್ಥಿಗಳು ಉಪಸ್ಥಿತರಿದ್ದರು.	[530, 774, 780, 792]
job-fair-photo	[273, 989, 523, 1120]
story-para: ಉದ್ಯೋಗ ಆಕಾಂಕ್ಷಿಗಳಿಗೆ ಅನೇಕ ನಗರಗಳಲ್ಲಿ ಅನೇಕ ಕಂಪನಿಗಳಿಗೆ ಕೆಲಸ ಮಾಡುವ ಅವಕಾಶ ಇದೆ. 300ರಿಂದ 40 ಸಾವಿರ ರೂಪಾಯಿ ವೇತನ ಸಿಗಲಿದೆ ಎಂದು ತಿಳಿಸಿದರು.	[273, 1126, 523, 1145]
school-column-1	[16, 718, 266, 945]
online-pages-line2: ಆನ್‌ಲೈನ್ ಪುಟಗಳಲ್ಲಿ	[96, 47, 205, 65]
story-para: ಈ ಶಾಲೆಗೆ 130 ವರ್ಷಗಳ ಇತಿಹಾಸ ಹೊಂದಿರುವುದರಿಂದ ಸರ್ಕಾರ ಬುನಾದಿಗಳ ಹಾಗೂ ಶಾಲೆಗೆ ಮುಖ್ಯ ಇಲಾಖೆ ಮಾಡಬೇಕೆಂದು ಶಿಕ್ಷಣ ನೀಡಿದ ಪ್ರಕಾರ, ಶಾಲೆಯನ್ನು ಮಾದರಿ ಶಾಲೆಯಾಗಿ ಅಭಿವೃದ್ಧಿಪಡಿಸಬೇಕೆಂದು ಒತ್ತಾಯಿಸಿದರು.	[273, 892, 523, 912]
